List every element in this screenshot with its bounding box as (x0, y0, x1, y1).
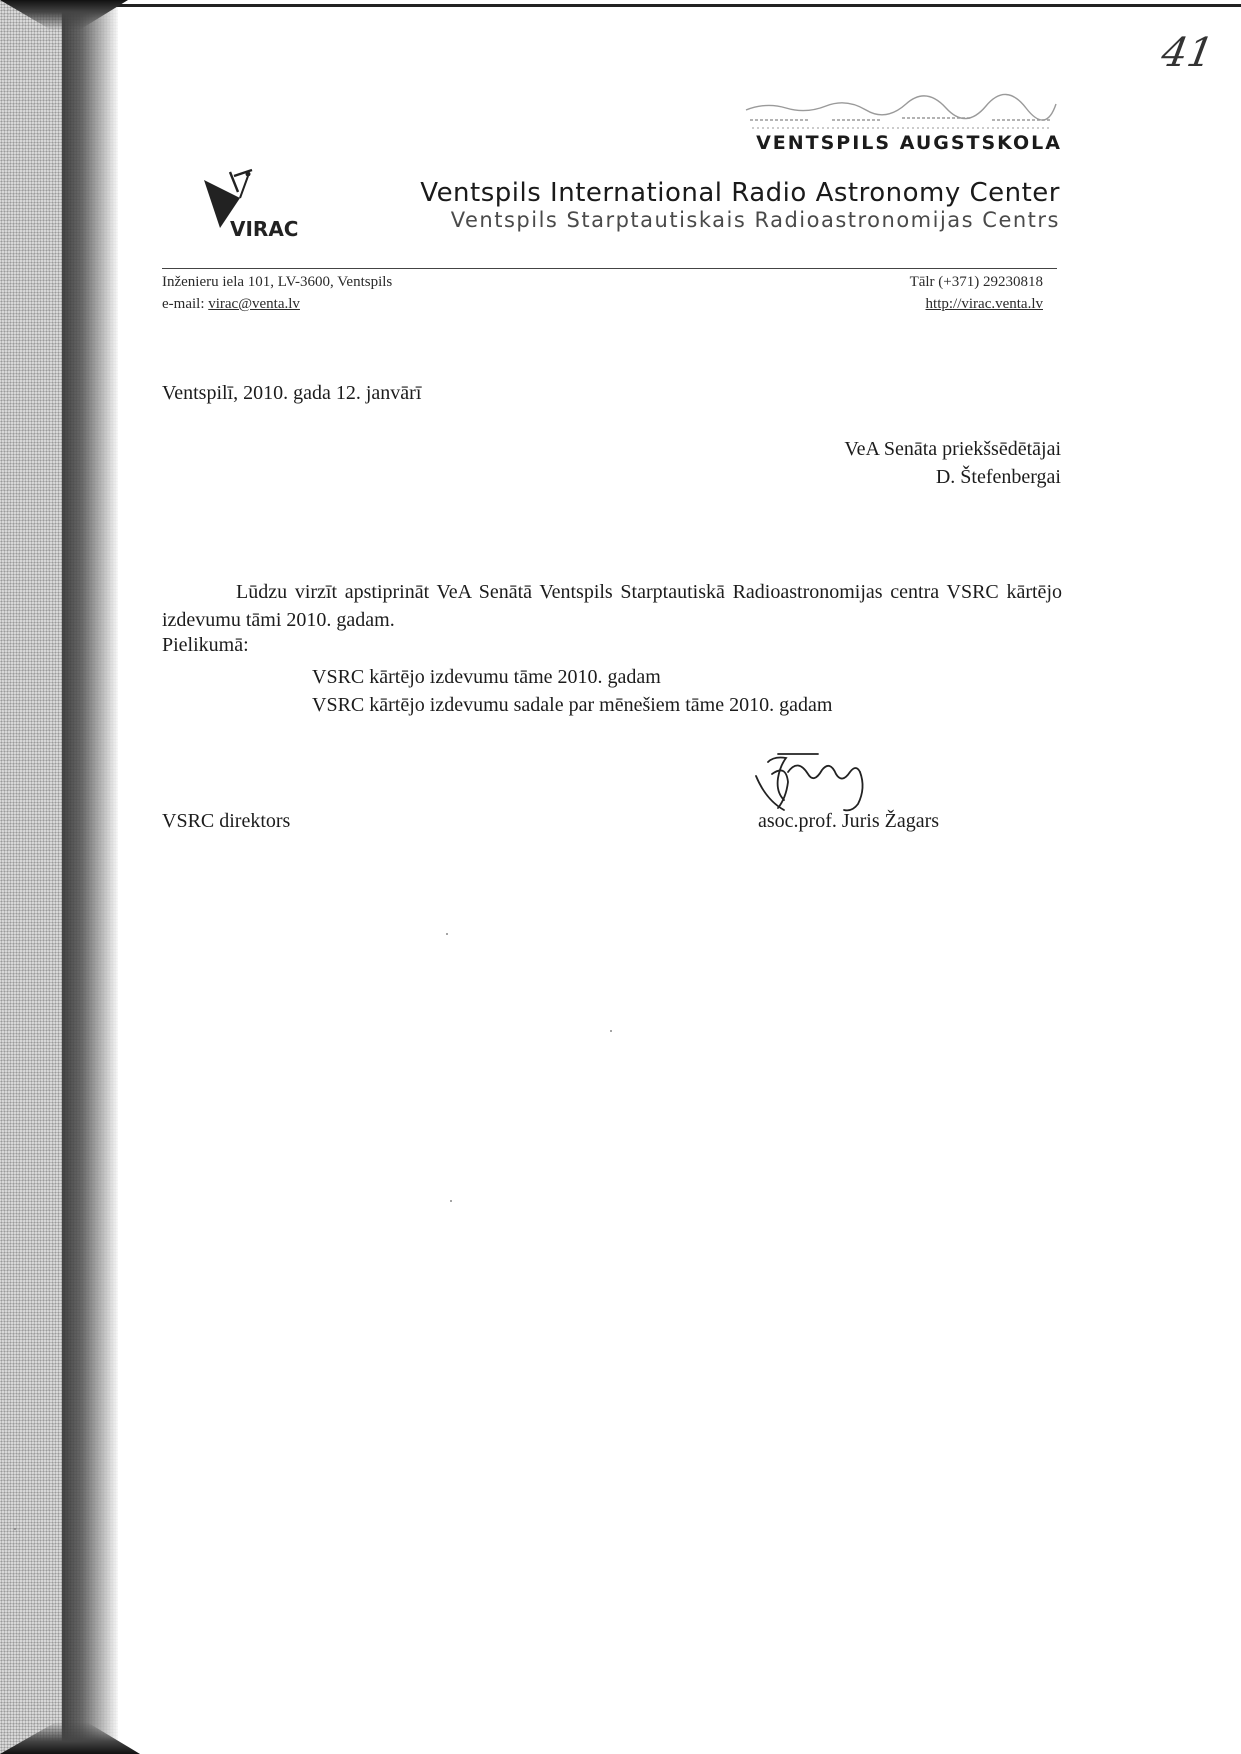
letter-body-text: Lūdzu virzīt apstiprināt VeA Senātā Ventspils Starptautiskā Radioastronomijas centra VSRC kārtējo izdevumu tāmi 2010. gadam. (162, 581, 1062, 631)
signer-title: VSRC direktors (162, 810, 291, 832)
virac-logo (190, 158, 299, 241)
email-line (162, 296, 300, 313)
phone-number: Tālr (+371) 29230818 (909, 274, 1043, 290)
recipient-name: D. Štefenbergai (935, 466, 1061, 488)
folio-number: 41 (1157, 30, 1217, 76)
letterhead-divider (162, 268, 1057, 269)
scan-speck (446, 933, 448, 935)
website-link[interactable]: http://virac.venta.lv (925, 296, 1043, 312)
attachment-item: VSRC kārtējo izdevumu tāme 2010. gadam (312, 666, 661, 688)
scan-top-border (60, 4, 1241, 7)
address: Inženieru iela 101, LV-3600, Ventspils (162, 274, 393, 290)
scan-speck (14, 1528, 16, 1530)
logo-wordmark: VIRAC (230, 217, 299, 241)
university-name: VENTSPILS AUGSTSKOLA (756, 132, 1062, 154)
handwritten-signature (748, 746, 898, 816)
attachments-label: Pielikumā: (162, 634, 249, 656)
letter-body (162, 578, 1062, 634)
email-link[interactable]: virac@venta.lv (208, 296, 300, 312)
scan-binding-shadow (62, 0, 118, 1754)
attachment-item: VSRC kārtējo izdevumu sadale par mēnešiem tāme 2010. gadam (312, 694, 833, 716)
signer-name: asoc.prof. Juris Žagars (758, 810, 940, 832)
scan-speck (610, 1030, 612, 1032)
email-label: e-mail: (162, 296, 205, 312)
place-date: Ventspilī, 2010. gada 12. janvārī (162, 382, 422, 404)
org-name-latvian: Ventspils Starptautiskais Radioastronomijas Centrs (450, 208, 1060, 232)
recipient-title: VeA Senāta priekšsēdētājai (844, 438, 1061, 460)
org-name-english: Ventspils International Radio Astronomy Center (420, 178, 1060, 208)
letterhead-graphic (742, 96, 1060, 136)
scan-speck (450, 1200, 452, 1202)
